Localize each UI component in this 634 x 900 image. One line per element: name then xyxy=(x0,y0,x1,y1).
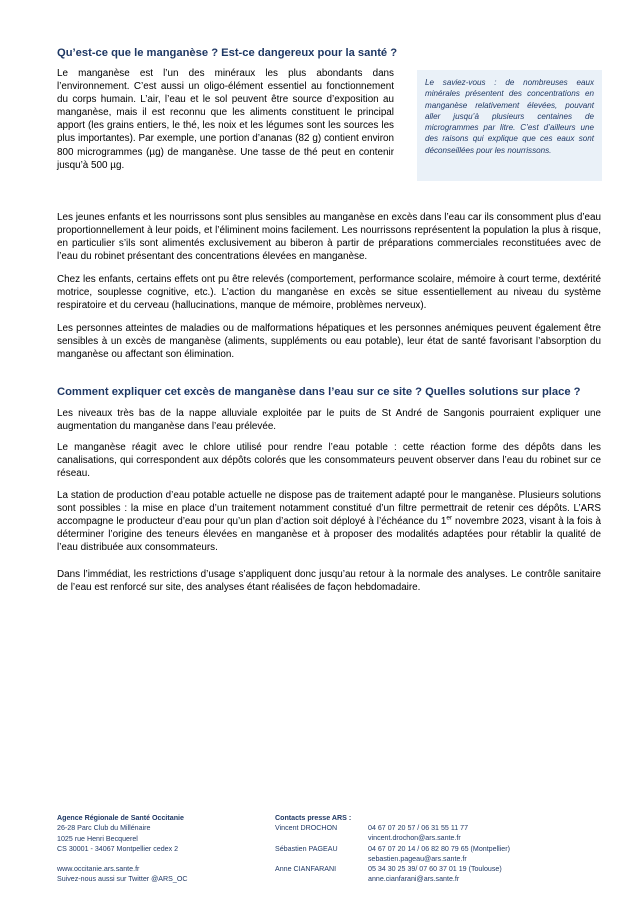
contact-phone: 04 67 07 20 14 / 06 82 80 79 65 (Montpellier) xyxy=(368,844,510,853)
section1-title: Qu’est-ce que le manganèse ? Est-ce dangereux pour la santé ? xyxy=(57,47,398,59)
contact-phone: 04 67 07 20 57 / 06 31 55 11 77 xyxy=(368,824,469,832)
contacts-title: Contacts presse ARS : xyxy=(275,814,352,822)
org-twitter-link[interactable]: Suivez-nous aussi sur Twitter @ARS_OC xyxy=(57,875,188,884)
section1-intro: Le manganèse est l’un des minéraux les plus abondants dans l’environnement. C’est aussi un oligo-élément essentiel au fonctionnement du corps humain. L’air, l’eau et le sol peuvent être source d’exposition au manganèse, mais il est reconnu que les aliments constituent le principal apport (les grains entiers, le thé, les noix et les légumes sont les sources les plus importantes). Par exemple, une portion d’ananas (82 g) contient environ 800 microgrammes (µg) de manganèse. Une tasse de thé peut en contenir jusqu’à 500 µg. xyxy=(57,68,394,171)
section2-paragraph-3 xyxy=(57,489,601,554)
contact-phone: 05 34 30 25 39/ 07 60 37 01 19 (Toulouse) xyxy=(368,865,502,874)
org-name: Agence Régionale de Santé Occitanie xyxy=(57,814,184,822)
org-website-link[interactable]: www.occitanie.ars.sante.fr xyxy=(57,865,140,874)
section1-paragraph-2: Les jeunes enfants et les nourrissons sont plus sensibles au manganèse en excès dans l’eau car ils consomment plus d’eau proportionnellement à leur poids, et l’éliminent moins facilement. Les nourrissons représentent la population la plus à risque, en particulier s’ils sont alimentés exclusivement au biberon à partir de préparations commerciales reconstituées avec de l’eau du robinet présentant des concentrations élevées en manganèse. xyxy=(57,212,601,263)
contact-email-link[interactable]: vincent.drochon@ars.sante.fr xyxy=(368,834,461,843)
section2-paragraph-3-start: La station de production d’eau potable actuelle ne dispose pas de traitement adapté pour le manganèse. Plusieurs solutions sont possibles : la mise en place d’un traitement notamment constitué d’un filtre permettrait de retenir ces dépôts. L’ARS accompagne le producteur d’eau pour qu’un plan d’action soit déployé à l’échéance du 1 xyxy=(57,490,601,528)
contact-email-link[interactable]: anne.cianfarani@ars.sante.fr xyxy=(368,875,460,884)
callout-text: Le saviez-vous : de nombreuses eaux minérales présentent des concentrations en manganèse relativement élevées, pouvant aller jusqu’à plusieurs centaines de microgrammes par litre. C’est d’ailleurs une des raisons qui explique que ces eaux sont déconseillées pour les nourrissons. xyxy=(425,78,594,155)
section2-paragraph-4: Dans l’immédiat, les restrictions d’usage s’appliquent donc jusqu’au retour à la normale des analyses. Le contrôle sanitaire de l’eau est renforcé sur site, des analyses étant réalisées de façon hebdomadaire. xyxy=(57,569,601,594)
section1-paragraph-3: Chez les enfants, certains effets ont pu être relevés (comportement, performance scolaire, mémoire à court terme, dextérité motrice, souplesse cognitive, etc.). L’action du manganèse en excès se situe essentiellement au niveau du système respiratoire et du cerveau (hallucinations, manque de mémoire, problèmes nerveux). xyxy=(57,274,601,312)
section2-paragraph-2: Le manganèse réagit avec le chlore utilisé pour rendre l’eau potable : cette réaction forme des dépôts dans les canalisations, qui correspondent aux dépôts colorés que les consommateurs peuvent observer dans l’eau du robinet sur ce réseau. xyxy=(57,442,601,480)
contact-email-link[interactable]: sebastien.pageau@ars.sante.fr xyxy=(368,854,467,863)
section2-title: Comment expliquer cet excès de manganèse dans l’eau sur ce site ? Quelles solutions sur place ? xyxy=(57,386,581,398)
footer-contacts-details xyxy=(368,823,510,885)
did-you-know-callout xyxy=(417,70,602,181)
org-address-line-3: CS 30001 - 34067 Montpellier cedex 2 xyxy=(57,844,179,853)
section2-paragraph-1: Les niveaux très bas de la nappe alluviale exploitée par le puits de St André de Sangonis pourraient expliquer une augmentation du manganèse dans l’eau prélevée. xyxy=(57,408,601,433)
org-address-line-2: 1025 rue Henri Becquerel xyxy=(57,834,138,843)
footer-organization xyxy=(57,813,187,885)
ordinal-superscript: er xyxy=(446,514,453,522)
footer-contacts-names xyxy=(275,813,351,874)
contact-name: Vincent DROCHON xyxy=(275,824,338,833)
section1-paragraph-4: Les personnes atteintes de maladies ou de malformations hépatiques et les personnes anémiques peuvent également être sensibles à un excès de manganèse (aliments, suppléments ou eau potable), leur état de santé favorisant l’absorption du manganèse ou affectant son élimination. xyxy=(57,323,601,361)
contact-name: Anne CIANFARANI xyxy=(275,864,337,873)
contact-name: Sébastien PAGEAU xyxy=(275,844,338,853)
section2-paragraph-3-end: novembre 2023, visant à la fois à déterminer l’origine des teneurs élevées en manganèse et à proposer des modalités adaptées pour rétablir la qualité de l’eau distribuée aux consommateurs. xyxy=(57,516,601,554)
org-address-line-1: 26-28 Parc Club du Millénaire xyxy=(57,824,151,833)
